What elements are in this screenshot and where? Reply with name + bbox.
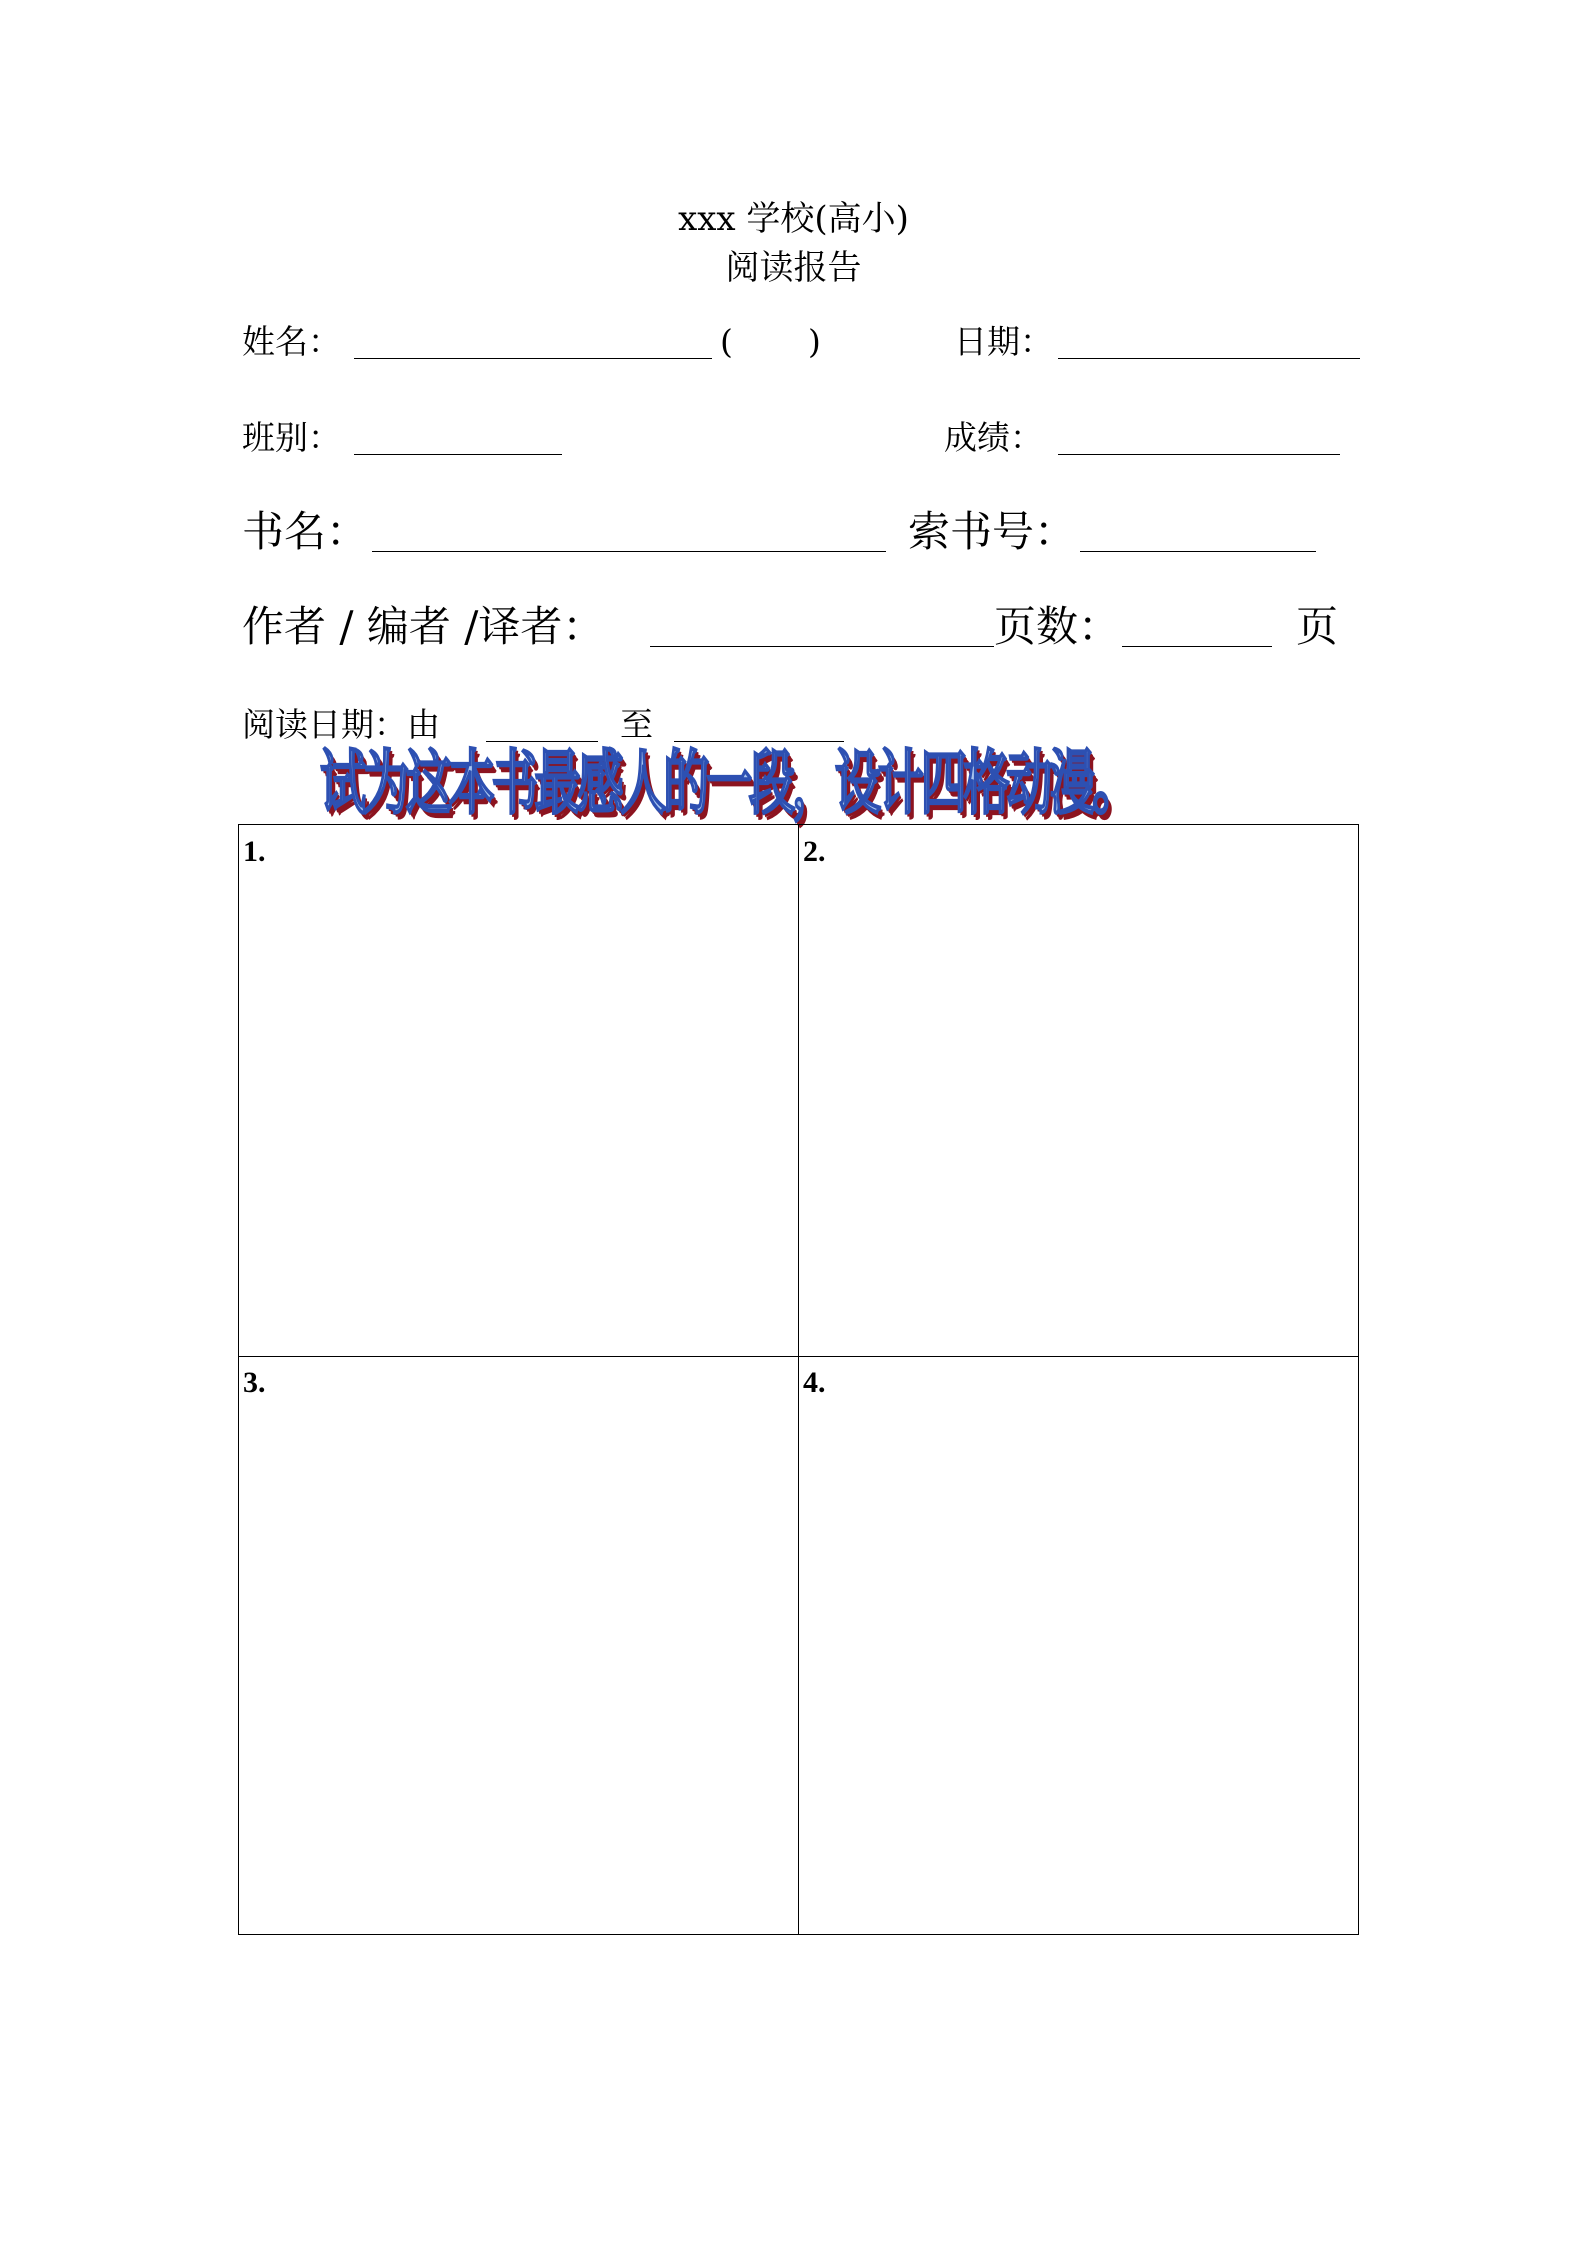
score-field[interactable] (1058, 454, 1340, 455)
school-title: xxx 学校(高小) (678, 199, 909, 239)
paren-open: ( (720, 322, 733, 361)
name-field[interactable] (354, 358, 712, 359)
book-title-field[interactable] (372, 551, 886, 552)
comic-grid (238, 824, 1359, 1935)
date-label: 日期： (954, 322, 1053, 361)
report-title: 阅读报告 (725, 248, 862, 288)
paren-close: ) (808, 322, 821, 361)
reading-date-label: 阅读日期：由 (242, 705, 440, 744)
author-field[interactable] (650, 646, 994, 647)
grid-vertical-divider (798, 825, 799, 1934)
grid-horizontal-divider (239, 1356, 1358, 1357)
panel-4-label: 4. (803, 1366, 826, 1399)
name-label: 姓名： (242, 322, 341, 361)
call-number-field[interactable] (1080, 551, 1316, 552)
to-label: 至 (620, 705, 653, 744)
panel-1-label: 1. (243, 835, 266, 868)
panel-3-label: 3. (243, 1366, 266, 1399)
author-label: 作者 / 编者 /译者： (242, 602, 605, 651)
date-field[interactable] (1058, 358, 1360, 359)
book-title-label: 书名： (242, 507, 369, 556)
class-field[interactable] (354, 454, 562, 455)
score-label: 成绩： (944, 418, 1043, 457)
pages-field[interactable] (1122, 646, 1272, 647)
pages-label: 页数： (994, 602, 1121, 651)
pages-unit: 页 (1296, 602, 1339, 651)
instruction-banner: 试为这本书最感人的一段，设计四格动漫。 (320, 742, 1136, 824)
call-number-label: 索书号： (908, 507, 1077, 556)
panel-2-label: 2. (803, 835, 826, 868)
class-label: 班别： (242, 418, 341, 457)
